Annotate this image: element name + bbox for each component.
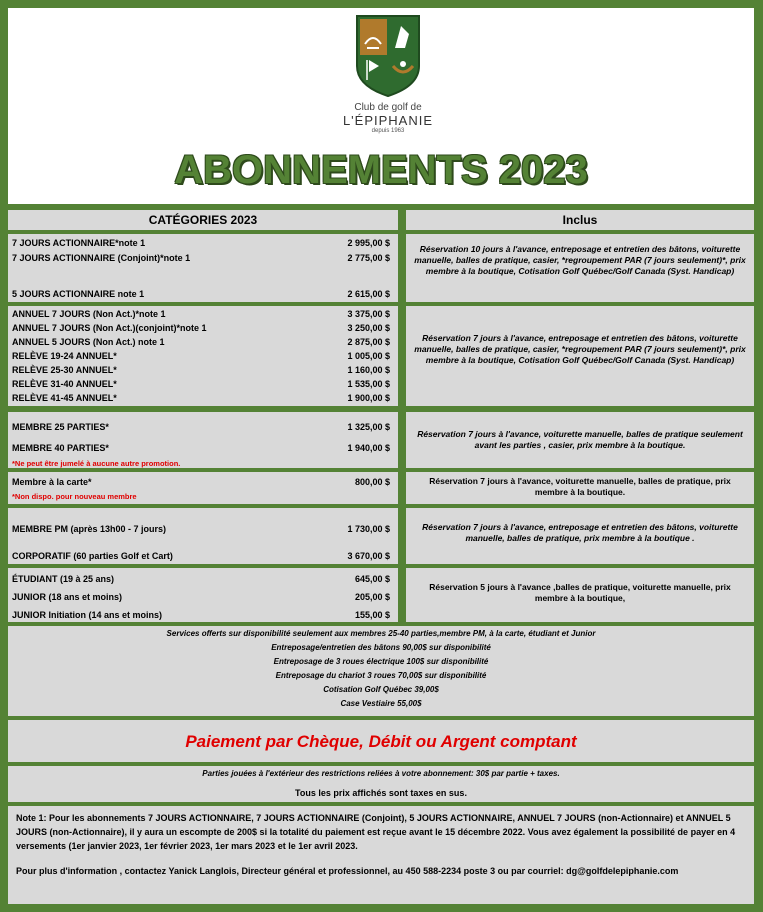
club-since: depuis 1963 xyxy=(371,128,405,134)
category-label: ANNUEL 5 JOURS (Non Act.) note 1 xyxy=(12,337,165,347)
outside-play-fee: Parties jouées à l'extérieur des restrictions reliées à votre abonnement: 30$ par partie + taxes. xyxy=(202,769,560,778)
included-text: Réservation 7 jours à l'avance, voiturette manuelle, balles de pratique seulement avant les parties , casier, prix membre à la boutique. xyxy=(417,429,743,450)
included-text: Réservation 7 jours à l'avance, entreposage et entretien des bâtons, voiturette manuelle, balles de pratique, casier, *regroupement PAR (7 jours seulement)*, prix membre à la boutique, Cotisation Golf Québec/Golf Canada (Syst. Handicap) xyxy=(414,333,746,365)
included-group-2 xyxy=(406,306,754,406)
included-group-6 xyxy=(406,568,754,622)
category-group-6 xyxy=(8,568,398,622)
payment-methods: Paiement par Chèque, Débit ou Argent comptant xyxy=(185,732,577,751)
included-header xyxy=(406,210,754,230)
category-label: RELÈVE 25-30 ANNUEL* xyxy=(12,365,117,375)
category-price: 1 005,00 $ xyxy=(347,351,390,361)
page-title: ABONNEMENTS 2023 xyxy=(174,148,588,192)
availability-note: *Non dispo. pour nouveau membre xyxy=(12,492,137,501)
category-price: 3 670,00 $ xyxy=(347,551,390,561)
club-name-prefix: Club de golf de xyxy=(354,102,422,113)
included-text: Réservation 7 jours à l'avance, entreposage et entretien des bâtons, voiturette manuelle, balles de pratique, prix membre à la boutique . xyxy=(422,522,738,543)
category-price: 2 995,00 $ xyxy=(347,238,390,248)
included-group-4 xyxy=(406,472,754,504)
category-price: 645,00 $ xyxy=(354,574,390,584)
included-group-5 xyxy=(406,508,754,564)
included-text: Réservation 7 jours à l'avance, voiturette manuelle, balles de pratique, prix membre à la boutique. xyxy=(429,476,731,497)
categories-header xyxy=(8,210,398,230)
category-label: MEMBRE PM (après 13h00 - 7 jours) xyxy=(12,524,167,534)
category-label: 5 JOURS ACTIONNAIRE note 1 xyxy=(12,289,145,299)
included-group-3 xyxy=(406,412,754,468)
category-price: 2 615,00 $ xyxy=(347,289,390,299)
category-price: 2 875,00 $ xyxy=(347,337,390,347)
category-price: 205,00 $ xyxy=(354,592,390,602)
category-label: ANNUEL 7 JOURS (Non Act.)*note 1 xyxy=(12,309,166,319)
included-header-label: Inclus xyxy=(562,213,598,227)
category-price: 800,00 $ xyxy=(354,477,390,487)
category-label: JUNIOR Initiation (14 ans et moins) xyxy=(12,610,163,620)
category-group-5 xyxy=(8,508,398,564)
services-intro: Services offerts sur disponibilité seulement aux membres 25-40 parties,membre PM, à la carte, étudiant et Junior xyxy=(166,629,596,638)
category-price: 155,00 $ xyxy=(354,610,390,620)
category-label: ÉTUDIANT (19 à 25 ans) xyxy=(12,574,115,584)
category-group-3 xyxy=(8,412,398,468)
promotion-note: *Ne peut être jumelé à aucune autre promotion. xyxy=(12,459,181,468)
category-price: 1 730,00 $ xyxy=(347,524,390,534)
included-text: Réservation 5 jours à l'avance ,balles de pratique, voiturette manuelle, prix membre à la boutique, xyxy=(429,582,731,603)
service-item: Cotisation Golf Québec 39,00$ xyxy=(323,685,439,694)
taxes-notice: Tous les prix affichés sont taxes en sus. xyxy=(295,788,467,798)
service-item: Case Vestiaire 55,00$ xyxy=(340,699,422,708)
category-label: RELÈVE 31-40 ANNUEL* xyxy=(12,379,117,389)
included-group-1 xyxy=(406,234,754,302)
category-price: 1 900,00 $ xyxy=(347,393,390,403)
category-label: ANNUEL 7 JOURS (Non Act.)(conjoint)*note 1 xyxy=(12,323,207,333)
club-name: L'ÉPIPHANIE xyxy=(342,113,434,128)
categories-header-label: CATÉGORIES 2023 xyxy=(148,213,258,227)
category-price: 3 250,00 $ xyxy=(347,323,390,333)
category-label: JUNIOR (18 ans et moins) xyxy=(12,592,123,602)
service-item: Entreposage du chariot 3 roues 70,00$ sur disponibilité xyxy=(275,671,487,680)
category-group-4 xyxy=(8,472,398,504)
category-label: MEMBRE 25 PARTIES* xyxy=(12,422,109,432)
service-item: Entreposage/entretien des bâtons 90,00$ sur disponibilité xyxy=(271,643,491,652)
category-price: 1 160,00 $ xyxy=(347,365,390,375)
services-section xyxy=(8,626,754,716)
club-crest-logo xyxy=(355,14,421,98)
category-label: Membre à la carte* xyxy=(12,477,92,487)
category-label: RELÈVE 41-45 ANNUEL* xyxy=(12,393,117,403)
category-price: 1 940,00 $ xyxy=(347,443,390,453)
category-price: 1 535,00 $ xyxy=(347,379,390,389)
category-price: 3 375,00 $ xyxy=(347,309,390,319)
service-item: Entreposage de 3 roues électrique 100$ sur disponibilité xyxy=(273,657,489,666)
contact-info: Pour plus d'information , contactez Yanick Langlois, Directeur général et professionnel, au 450 588-2234 poste 3 ou par courriel: dg@golfdelepiphanie.com xyxy=(16,866,679,876)
category-label: RELÈVE 19-24 ANNUEL* xyxy=(12,351,117,361)
category-label: 7 JOURS ACTIONNAIRE (Conjoint)*note 1 xyxy=(12,253,191,263)
conditions-section xyxy=(8,766,754,802)
discount-note: Note 1: Pour les abonnements 7 JOURS ACTIONNAIRE, 7 JOURS ACTIONNAIRE (Conjoint), 5 JOURS ACTIONNAIRE, ANNUEL 7 JOURS (non-Actionnaire) et ANNUEL 5 JOURS (non-Actionnaire), il y aura un escompte de 200$ si la totalité du paiement est reçue avant le 15 décembre 2022. Vous avez également la possibilité de payer en 4 versements (1er janvier 2023, 1er février 2023, 1er mars 2023 et le 1er avril 2023. xyxy=(16,813,736,851)
page-header xyxy=(8,8,754,204)
category-price: 2 775,00 $ xyxy=(347,253,390,263)
included-text: Réservation 10 jours à l'avance, entreposage et entretien des bâtons, voiturette manuelle, balles de pratique, casier, *regroupement PAR (7 jours seulement)*, prix membre à la boutique, Cotisation Golf Québec/Golf Canada (Syst. Handicap) xyxy=(414,244,746,276)
category-group-2 xyxy=(8,306,398,406)
notes-section xyxy=(8,806,754,904)
category-label: MEMBRE 40 PARTIES* xyxy=(12,443,109,453)
payment-section xyxy=(8,720,754,762)
category-label: 7 JOURS ACTIONNAIRE*note 1 xyxy=(12,238,146,248)
category-label: CORPORATIF (60 parties Golf et Cart) xyxy=(12,551,173,561)
category-group-1 xyxy=(8,234,398,302)
category-price: 1 325,00 $ xyxy=(347,422,390,432)
